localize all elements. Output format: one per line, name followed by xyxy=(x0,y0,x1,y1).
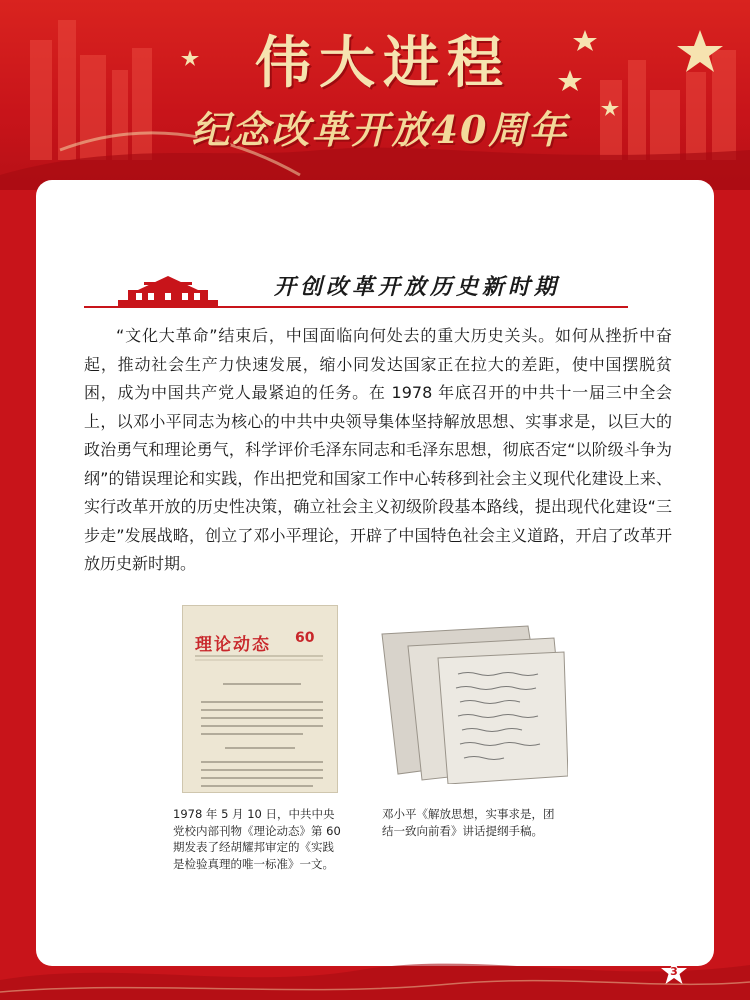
great-wall-decoration xyxy=(0,940,750,1000)
section-heading xyxy=(84,266,628,310)
manuscript-photo xyxy=(378,624,568,784)
journal-photo xyxy=(183,606,337,792)
page-number: 3 xyxy=(670,965,678,978)
body-paragraph: “文化大革命”结束后，中国面临向何处去的重大历史关头。如何从挫折中奋起，推动社会生产力快速发展，缩小同发达国家正在拉大的差距，使中国摆脱贫困，成为中国共产党人最紧迫的任务。在 1978 年底召开的中共十一届三中全会上，以邓小平同志为核心的中共中央领导集体坚持解放思想、实事求是，以巨大的政治勇气和理论勇气，科学评价毛泽东同志和毛泽东思想，彻底否定“以阶级斗争为纲”的错误理论和实践，作出把党和国家工作中心转移到社会主义现代化建设上来、实行改革开放的历史性决策，确立社会主义初级阶段基本路线，提出现代化建设“三步走”发展战略，创立了邓小平理论，开辟了中国特色社会主义道路，开启了改革开放历史新时期。 xyxy=(84,326,672,573)
figure-caption-2: 邓小平《解放思想，实事求是，团结一致向前看》讲话提纲手稿。 xyxy=(382,807,555,838)
journal-issue-number: 60 xyxy=(295,630,315,646)
journal-masthead: 理论动态 xyxy=(195,635,271,655)
banner-subtitle: 纪念改革开放40周年 xyxy=(191,107,569,152)
heading-underline xyxy=(84,306,628,308)
banner-title: 伟大进程 xyxy=(255,30,511,96)
journal-text-lines xyxy=(183,606,337,792)
figure-caption-1: 1978 年 5 月 10 日，中共中央党校内部刊物《理论动态》第 60 期发表了经胡耀邦审定的《实践是检验真理的唯一标准》一文。 xyxy=(173,807,341,871)
tiananmen-icon xyxy=(118,270,218,308)
header-banner xyxy=(0,0,750,190)
section-title: 开创改革开放历史新时期 xyxy=(274,274,561,300)
